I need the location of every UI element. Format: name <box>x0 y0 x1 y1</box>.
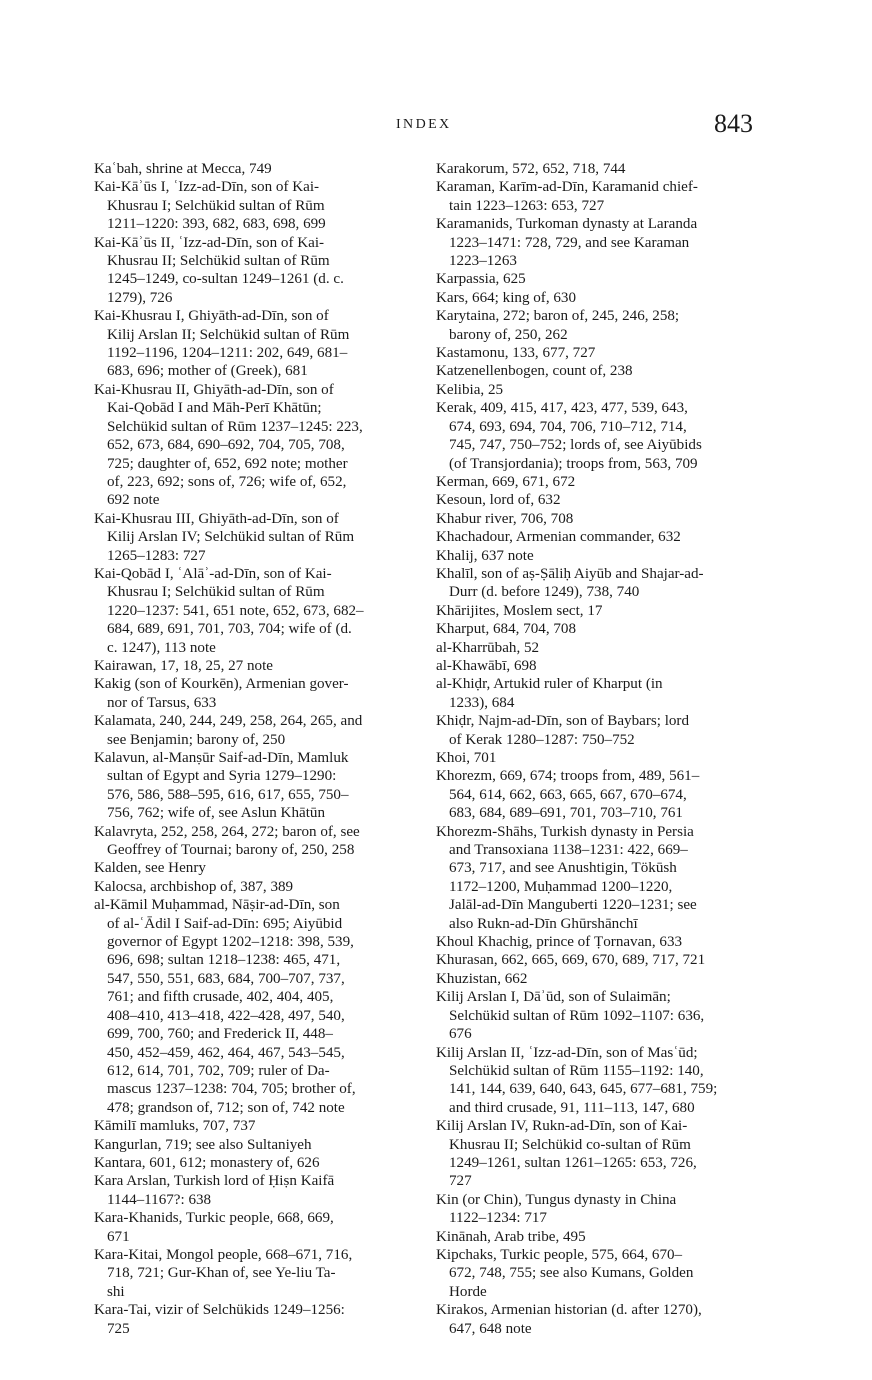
index-entry-continuation: 718, 721; Gur-Khan of, see Ye-liu Ta- <box>107 1265 336 1282</box>
index-entry-continuation: 673, 717, and see Anushtigin, Tökūsh <box>449 860 677 877</box>
index-entry-headline: Kara-Kitai, Mongol people, 668–671, 716, <box>94 1246 353 1263</box>
index-entry <box>436 712 754 749</box>
index-entry-headline: Kilij Arslan I, Dāʾūd, son of Sulaimān; <box>436 989 671 1006</box>
index-entry-continuation: tain 1223–1263: 653, 727 <box>449 197 605 214</box>
index-entry <box>436 988 754 1043</box>
index-entry <box>436 491 754 509</box>
index-entry-headline: Khalij, 637 note <box>436 547 534 564</box>
index-entry-continuation: and third crusade, 91, 111–113, 147, 680 <box>449 1099 695 1116</box>
index-entry-headline: Karpassia, 625 <box>436 271 526 288</box>
index-entry <box>436 657 754 675</box>
index-entry-continuation: nor of Tarsus, 633 <box>107 694 217 711</box>
index-entry-continuation: also Rukn-ad-Dīn Ghūrshānchī <box>449 915 638 932</box>
index-entry-continuation: 672, 748, 755; see also Kumans, Golden <box>449 1265 694 1282</box>
index-entry-headline: Kai-Kāʾūs II, ʿIzz-ad-Dīn, son of Kai- <box>94 234 325 251</box>
index-entry <box>436 639 754 657</box>
index-entry-continuation: 478; grandson of, 712; son of, 742 note <box>107 1099 345 1116</box>
index-entry <box>436 160 754 178</box>
index-entry-headline: Khorezm-Shāhs, Turkish dynasty in Persia <box>436 823 694 840</box>
index-entry-continuation: Khusrau II; Selchükid co-sultan of Rūm <box>449 1136 691 1153</box>
index-entry <box>94 749 412 823</box>
index-entry <box>436 602 754 620</box>
index-entry-continuation: Kilij Arslan IV; Selchükid sultan of Rūm <box>107 529 355 546</box>
index-entry-continuation: Selchükid sultan of Rūm 1092–1107: 636, <box>449 1007 705 1024</box>
index-entry-headline: al-Kāmil Muḥammad, Nāṣir-ad-Dīn, son <box>94 897 340 914</box>
index-entry-continuation: 1245–1249, co-sultan 1249–1261 (d. c. <box>107 271 344 288</box>
index-entry-continuation: barony of, 250, 262 <box>449 326 568 343</box>
index-entry-continuation: Kilij Arslan II; Selchükid sultan of Rūm <box>107 326 350 343</box>
index-entry-headline: Kilij Arslan II, ʿIzz-ad-Dīn, son of Masʿūd; <box>436 1044 698 1061</box>
index-entry <box>436 565 754 602</box>
index-entry-headline: Kharput, 684, 704, 708 <box>436 621 577 638</box>
index-entry <box>436 823 754 933</box>
index-entry <box>94 565 412 657</box>
index-entry <box>436 620 754 638</box>
index-entry-continuation: 756, 762; wife of, see Aslun Khātūn <box>107 805 325 822</box>
index-entry-continuation: Geoffrey of Tournai; barony of, 250, 258 <box>107 842 355 859</box>
index-entry-continuation: 1211–1220: 393, 682, 683, 698, 699 <box>107 216 326 233</box>
index-entry-headline: Katzenellenbogen, count of, 238 <box>436 363 633 380</box>
index-entry-headline: Karamanids, Turkoman dynasty at Laranda <box>436 216 698 233</box>
index-entry-continuation: 1249–1261, sultan 1261–1265: 653, 726, <box>449 1154 697 1171</box>
index-entry <box>94 1154 412 1172</box>
index-entry <box>436 528 754 546</box>
index-entry-continuation: 564, 614, 662, 663, 665, 667, 670–674, <box>449 786 687 803</box>
index-entry <box>94 859 412 877</box>
index-entry-continuation: 1220–1237: 541, 651 note, 652, 673, 682– <box>107 602 364 619</box>
index-entry-continuation: Khusrau I; Selchükid sultan of Rūm <box>107 197 325 214</box>
index-entry-continuation: 674, 693, 694, 704, 706, 710–712, 714, <box>449 418 687 435</box>
index-entry-headline: Khalīl, son of aṣ-Ṣāliḥ Aiyūb and Shajar-ad- <box>436 565 704 582</box>
index-entry <box>94 1301 412 1338</box>
index-entry-continuation: 761; and fifth crusade, 402, 404, 405, <box>107 989 334 1006</box>
index-entry <box>436 1228 754 1246</box>
index-entry <box>94 234 412 308</box>
index-entry-headline: Kars, 664; king of, 630 <box>436 289 577 306</box>
index-entry-headline: Kalocsa, archbishop of, 387, 389 <box>94 878 294 895</box>
index-entry-continuation: 727 <box>449 1173 472 1190</box>
index-entry-continuation: 612, 614, 701, 702, 709; ruler of Da- <box>107 1062 330 1079</box>
index-entry-headline: Kai-Khusrau III, Ghiyāth-ad-Dīn, son of <box>94 510 339 527</box>
index-entry-continuation: 1192–1196, 1204–1211: 202, 649, 681– <box>107 345 348 362</box>
index-entry <box>436 933 754 951</box>
index-entry <box>94 160 412 178</box>
index-entry-continuation: 671 <box>107 1228 130 1245</box>
index-entry-headline: Khabur river, 706, 708 <box>436 510 574 527</box>
index-entry-headline: Kerak, 409, 415, 417, 423, 477, 539, 643, <box>436 400 688 417</box>
index-entry <box>436 270 754 288</box>
index-entry-continuation: Jalāl-ad-Dīn Manguberti 1220–1231; see <box>449 897 697 914</box>
index-entry-continuation: 696, 698; sultan 1218–1238: 465, 471, <box>107 952 341 969</box>
index-entry <box>436 1044 754 1118</box>
index-entry-continuation: of Kerak 1280–1287: 750–752 <box>449 731 635 748</box>
index-entry-continuation: Kai-Qobād I and Māh-Perī Khātūn; <box>107 400 322 417</box>
index-entry-headline: Kipchaks, Turkic people, 575, 664, 670– <box>436 1246 683 1263</box>
index-entry <box>94 510 412 565</box>
index-entry-continuation: (of Transjordania); troops from, 563, 709 <box>449 455 698 472</box>
index-entry-continuation: and Transoxiana 1138–1231: 422, 669– <box>449 842 688 859</box>
index-entry <box>94 896 412 1117</box>
index-entry-headline: Kirakos, Armenian historian (d. after 1270), <box>436 1302 702 1319</box>
index-entry-headline: al-Kharrūbah, 52 <box>436 639 540 656</box>
index-entry-headline: Karakorum, 572, 652, 718, 744 <box>436 161 626 177</box>
index-entry <box>436 215 754 270</box>
index-entry-continuation: 647, 648 note <box>449 1320 532 1337</box>
index-entry-headline: Khoul Khachig, prince of Ṭornavan, 633 <box>436 934 683 951</box>
index-entry <box>436 547 754 565</box>
index-entry <box>436 749 754 767</box>
index-entry-headline: Kesoun, lord of, 632 <box>436 492 561 509</box>
index-entry-headline: Kai-Khusrau I, Ghiyāth-ad-Dīn, son of <box>94 308 329 325</box>
index-entry <box>94 1117 412 1135</box>
index-entry-headline: Khuzistan, 662 <box>436 970 528 987</box>
index-entry-headline: Kantara, 601, 612; monastery of, 626 <box>94 1154 320 1171</box>
index-entry-headline: Khorezm, 669, 674; troops from, 489, 561– <box>436 768 700 785</box>
index-entry <box>94 1246 412 1301</box>
index-entry <box>436 344 754 362</box>
index-entry-continuation: 725; daughter of, 652, 692 note; mother <box>107 455 348 472</box>
index-entry-headline: Kāmilī mamluks, 707, 737 <box>94 1118 256 1135</box>
index-entry <box>436 675 754 712</box>
index-entry-continuation: mascus 1237–1238: 704, 705; brother of, <box>107 1081 356 1098</box>
index-entry-headline: Kalden, see Henry <box>94 860 206 877</box>
index-column-right <box>436 160 754 1338</box>
index-entry <box>436 289 754 307</box>
index-entry-continuation: 1279), 726 <box>107 289 173 306</box>
index-entry <box>436 1301 754 1338</box>
index-entry-continuation: governor of Egypt 1202–1218: 398, 539, <box>107 934 354 951</box>
index-entry-headline: Khurasan, 662, 665, 669, 670, 689, 717, 721 <box>436 952 706 969</box>
index-entry-headline: Karytaina, 272; baron of, 245, 246, 258; <box>436 308 680 325</box>
index-entry-continuation: Durr (d. before 1249), 738, 740 <box>449 584 640 601</box>
index-entry-continuation: shi <box>107 1283 125 1300</box>
index-entry-headline: Khiḍr, Najm-ad-Dīn, son of Baybars; lord <box>436 713 690 730</box>
index-column-left <box>94 160 412 1338</box>
index-entry-continuation: 1223–1471: 728, 729, and see Karaman <box>449 234 690 251</box>
index-entry-headline: Kakig (son of Kourkēn), Armenian gover- <box>94 676 349 693</box>
index-entry-continuation: 684, 689, 691, 701, 703, 704; wife of (d. <box>107 621 352 638</box>
index-entry-headline: Kin (or Chin), Tungus dynasty in China <box>436 1191 677 1208</box>
index-entry-continuation: Selchükid sultan of Rūm 1155–1192: 140, <box>449 1062 704 1079</box>
index-entry <box>94 1209 412 1246</box>
index-entry-headline: Kalamata, 240, 244, 249, 258, 264, 265, and <box>94 713 363 730</box>
index-entry <box>436 307 754 344</box>
index-entry-headline: al-Khawābī, 698 <box>436 657 537 674</box>
index-entry <box>436 399 754 473</box>
index-entry-headline: Kairawan, 17, 18, 25, 27 note <box>94 657 273 674</box>
index-entry <box>94 307 412 381</box>
index-entry-headline: Kara Arslan, Turkish lord of Ḥiṣn Kaifā <box>94 1173 335 1190</box>
index-entry-headline: Kerman, 669, 671, 672 <box>436 473 576 490</box>
index-entry-headline: Kastamonu, 133, 677, 727 <box>436 345 596 362</box>
index-entry-continuation: 141, 144, 639, 640, 643, 645, 677–681, 759; <box>449 1081 718 1098</box>
index-entry-continuation: see Benjamin; barony of, 250 <box>107 731 286 748</box>
index-entry-continuation: 576, 586, 588–595, 616, 617, 655, 750– <box>107 786 349 803</box>
index-entry-headline: Kaʿbah, shrine at Mecca, 749 <box>94 161 272 177</box>
index-entry-headline: Khārijites, Moslem sect, 17 <box>436 602 603 619</box>
index-entry-headline: Kinānah, Arab tribe, 495 <box>436 1228 586 1245</box>
index-entry <box>436 951 754 969</box>
index-entry <box>94 657 412 675</box>
index-entry <box>436 178 754 215</box>
index-entry <box>436 1246 754 1301</box>
index-entry <box>436 970 754 988</box>
index-entry-headline: Kai-Khusrau II, Ghiyāth-ad-Dīn, son of <box>94 381 334 398</box>
index-entry-headline: Kilij Arslan IV, Rukn-ad-Dīn, son of Kai- <box>436 1118 688 1135</box>
index-entry <box>94 823 412 860</box>
index-entry-continuation: Selchükid sultan of Rūm 1237–1245: 223, <box>107 418 363 435</box>
index-entry <box>94 1172 412 1209</box>
index-entry-continuation: Khusrau II; Selchükid sultan of Rūm <box>107 253 330 270</box>
index-entry-continuation: c. 1247), 113 note <box>107 639 216 656</box>
index-entry-headline: Khoi, 701 <box>436 750 497 766</box>
index-entry <box>436 362 754 380</box>
index-entry-headline: Kelibia, 25 <box>436 381 504 398</box>
index-entry-continuation: 1172–1200, Muḥammad 1200–1220, <box>449 878 673 895</box>
index-entry-continuation: 745, 747, 750–752; lords of, see Aiyūbids <box>449 437 702 454</box>
index-entry-continuation: of al-ʿĀdil I Saif-ad-Dīn: 695; Aiyūbid <box>107 915 343 932</box>
index-entry-continuation: 683, 696; mother of (Greek), 681 <box>107 363 308 380</box>
index-entry-continuation: 1233), 684 <box>449 694 515 711</box>
index-entry <box>94 178 412 233</box>
index-entry-headline: Kara-Khanids, Turkic people, 668, 669, <box>94 1210 334 1227</box>
index-entry-headline: Kai-Qobād I, ʿAlāʾ-ad-Dīn, son of Kai- <box>94 565 332 582</box>
index-entry-headline: Kara-Tai, vizir of Selchükids 1249–1256: <box>94 1302 345 1319</box>
index-entry-headline: Kai-Kāʾūs I, ʿIzz-ad-Dīn, son of Kai- <box>94 179 320 196</box>
index-entry-headline: Kalavryta, 252, 258, 264, 272; baron of, see <box>94 823 360 840</box>
index-entry <box>436 1117 754 1191</box>
index-entry-continuation: sultan of Egypt and Syria 1279–1290: <box>107 768 337 785</box>
index-entry-continuation: 408–410, 413–418, 422–428, 497, 540, <box>107 1007 345 1024</box>
index-entry-continuation: 699, 700, 760; and Frederick II, 448– <box>107 1026 333 1043</box>
running-title: INDEX <box>396 117 452 132</box>
index-entry <box>436 1191 754 1228</box>
index-entry <box>94 1136 412 1154</box>
index-entry-continuation: 547, 550, 551, 683, 684, 700–707, 737, <box>107 970 345 987</box>
index-entry-continuation: 676 <box>449 1026 472 1043</box>
index-entry-continuation: 1265–1283: 727 <box>107 547 206 564</box>
page-number: 843 <box>714 109 753 138</box>
index-entry-headline: Karaman, Karīm-ad-Dīn, Karamanid chief- <box>436 179 698 196</box>
index-entry-headline: Kangurlan, 719; see also Sultaniyeh <box>94 1136 312 1153</box>
index-entry-continuation: Horde <box>449 1283 487 1300</box>
index-entry <box>94 381 412 510</box>
index-entry <box>94 712 412 749</box>
index-entry <box>436 767 754 822</box>
index-entry-continuation: 1223–1263 <box>449 253 517 270</box>
index-entry <box>436 473 754 491</box>
index-entry-continuation: 450, 452–459, 462, 464, 467, 543–545, <box>107 1044 345 1061</box>
index-entry-headline: Khachadour, Armenian commander, 632 <box>436 529 681 546</box>
index-entry <box>94 878 412 896</box>
index-entry-continuation: 692 note <box>107 492 160 509</box>
index-entry-headline: Kalavun, al-Manṣūr Saif-ad-Dīn, Mamluk <box>94 750 349 766</box>
index-entry-headline: al-Khiḍr, Artukid ruler of Kharput (in <box>436 676 663 693</box>
index-entry-continuation: 652, 673, 684, 690–692, 704, 705, 708, <box>107 437 345 454</box>
index-entry-continuation: 683, 684, 689–691, 701, 703–710, 761 <box>449 805 683 822</box>
index-entry-continuation: of, 223, 692; sons of, 726; wife of, 652, <box>107 473 347 490</box>
index-entry <box>94 675 412 712</box>
index-entry-continuation: Khusrau I; Selchükid sultan of Rūm <box>107 584 325 601</box>
index-entry-continuation: 1144–1167?: 638 <box>107 1191 212 1208</box>
index-entry-continuation: 1122–1234: 717 <box>449 1210 547 1227</box>
index-entry <box>436 510 754 528</box>
index-entry-continuation: 725 <box>107 1320 130 1337</box>
index-entry <box>436 381 754 399</box>
